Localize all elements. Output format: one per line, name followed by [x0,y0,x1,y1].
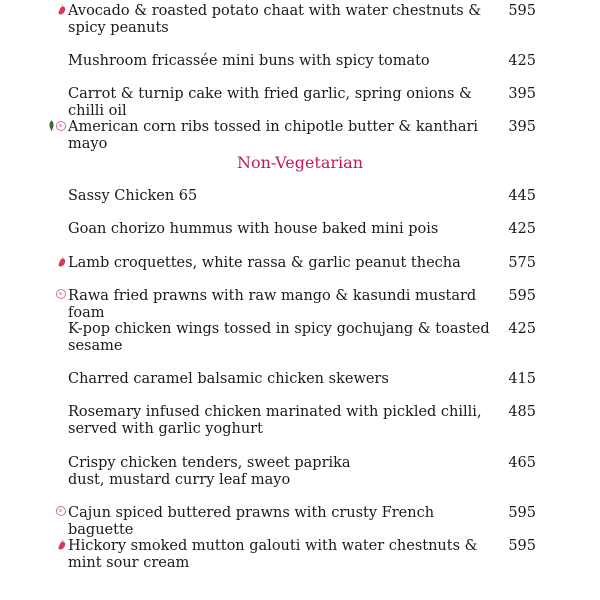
section-heading: Non-Vegetarian [236,153,364,172]
item-name: Rawa fried prawns with raw mango & kasundi mustard foam [68,288,477,321]
item-icons [58,539,66,550]
item-price: 425 [508,53,536,69]
item-price: 395 [508,119,536,135]
item-price: 485 [508,404,536,420]
item-name: Mushroom fricassée mini buns with spicy tomato [68,53,430,69]
chili-icon [58,4,66,15]
item-icons [58,4,66,15]
item-name: American corn ribs tossed in chipotle butter & kanthari mayo [68,119,479,152]
item-icons [58,256,66,267]
item-name: Sassy Chicken 65 [68,188,198,204]
item-icons [56,506,66,516]
item-name: Lamb croquettes, white rassa & garlic peanut thecha [68,255,461,271]
ring-icon [56,506,66,516]
item-price: 595 [508,3,536,19]
ring-icon [56,121,66,131]
item-name: Hickory smoked mutton galouti with water chestnuts & mint sour cream [68,538,478,571]
item-name: Goan chorizo hummus with house baked mini pois [68,221,439,237]
item-price: 595 [508,505,536,521]
chili-icon [58,539,66,550]
item-price: 395 [508,86,536,102]
ring-icon [56,289,66,299]
item-name: Rosemary infused chicken marinated with pickled chilli, served with garlic yoghurt [68,404,482,437]
item-name: K-pop chicken wings tossed in spicy gochujang & toasted sesame [68,321,490,354]
item-price: 415 [508,371,536,387]
item-icons [56,289,66,299]
item-name: Avocado & roasted potato chaat with water chestnuts & spicy peanuts [68,3,482,36]
leaf-icon [48,120,55,131]
chili-icon [58,256,66,267]
item-name: Charred caramel balsamic chicken skewers [68,371,389,387]
item-name: Cajun spiced buttered prawns with crusty French baguette [68,505,435,538]
item-price: 445 [508,188,536,204]
item-price: 425 [508,221,536,237]
item-icons [48,120,66,131]
item-price: 465 [508,455,536,471]
item-price: 425 [508,321,536,337]
item-price: 595 [508,538,536,554]
item-price: 595 [508,288,536,304]
item-name: Carrot & turnip cake with fried garlic, spring onions & chilli oil [68,86,472,119]
item-name: Crispy chicken tenders, sweet paprika dust, mustard curry leaf mayo [68,455,351,488]
item-price: 575 [508,255,536,271]
